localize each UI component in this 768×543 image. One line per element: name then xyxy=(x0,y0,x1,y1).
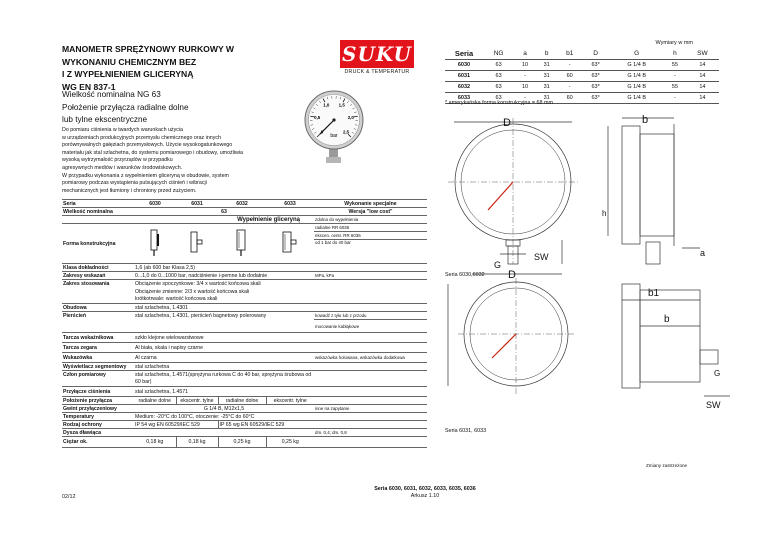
subtitle-line-2: Położenie przyłącza radialne dolne xyxy=(62,102,189,112)
description-line: porównywalnych gałęziach przemysłowych. Użycie wysokogatunkowego xyxy=(62,142,233,149)
spec-value: szkło klejone wielowarstwowe xyxy=(134,333,314,343)
dim-cell: G 1/4 B xyxy=(609,81,664,92)
dim-cell: 14 xyxy=(686,70,719,81)
dim-cell: - xyxy=(514,92,536,103)
spec-label: Ciężar ok. xyxy=(62,437,134,448)
spec-value: stal szlachetna xyxy=(134,363,314,371)
needle xyxy=(492,334,516,358)
dim-cell: 63 xyxy=(483,70,514,81)
dim-cell: 63* xyxy=(582,81,609,92)
gauge-tick-label: 2,0 xyxy=(347,114,354,120)
drawing-side-back xyxy=(622,284,730,396)
dim-cell: - xyxy=(664,70,686,81)
logo-subtitle: DRUCK & TEMPERATUR xyxy=(344,69,410,75)
spec-label: Wskazówka xyxy=(62,353,134,363)
footer-series: Seria 6030, 6031, 6032, 6033, 6035, 6036 xyxy=(374,486,476,492)
spec-protection-row xyxy=(62,421,427,429)
dim-cell: - xyxy=(557,59,582,70)
dim-header: Seria xyxy=(445,48,483,59)
spec-value: stal szlachetna, 1.4571(sprężyna rurkowa C do 40 bar, sprężyna śrubowa od xyxy=(135,371,312,378)
spec-note xyxy=(314,387,427,397)
spec-value: G 1/4 B, M12x1,5 xyxy=(134,405,314,413)
spec-note: inne na zapytanie xyxy=(314,405,427,413)
spec-label: Klasa dokładności xyxy=(62,264,134,272)
dim-cell: 6033 xyxy=(445,92,483,103)
gauge-unit: bar xyxy=(330,133,338,139)
gauge-tick-label: 0,5 xyxy=(314,114,321,120)
dim-cell: 31 xyxy=(536,92,558,103)
dim-cell: G 1/4 B xyxy=(609,59,664,70)
spec-note: od 1 bar do 40 bar xyxy=(314,240,427,264)
dim-header: a xyxy=(514,48,536,59)
spec-row xyxy=(62,387,427,397)
spec-position: radialne dolne xyxy=(218,397,266,405)
dimension-row xyxy=(445,81,719,92)
spec-weight-row xyxy=(62,437,427,448)
spec-value: Obciążenie spoczynkowe: 3/4 x wartość końcowa skali xyxy=(135,280,261,287)
dim-cell: 63 xyxy=(483,92,514,103)
spec-label: Gwint przyłączeniowy xyxy=(62,405,134,413)
spec-note: wskazówka holowana, wskazówka dodatkowa xyxy=(314,353,427,363)
dim-header: NG xyxy=(483,48,514,59)
side-body xyxy=(640,134,674,236)
spec-position: ekscentr. tylne xyxy=(266,397,314,405)
spec-label: Temperatury xyxy=(62,413,134,421)
subtitle xyxy=(62,89,262,127)
label-b: b xyxy=(642,114,649,126)
document-title xyxy=(62,43,262,93)
description-line: Do pomiaru ciśnienia w twardych warunkach użycia xyxy=(62,127,183,133)
description xyxy=(62,127,322,195)
spec-row xyxy=(62,288,427,296)
dim-cell: 60 xyxy=(557,92,582,103)
dim-header: SW xyxy=(686,48,719,59)
spec-label xyxy=(62,320,134,333)
spec-label: Człon pomiarowy xyxy=(63,371,106,378)
spec-weight: 0,25 kg xyxy=(266,437,314,448)
spec-temp-row xyxy=(62,413,427,421)
spec-note: mocowanie kabłąkowe xyxy=(314,320,427,333)
dim-cell: G 1/4 B xyxy=(609,70,664,81)
spec-label: Rodzaj ochrony xyxy=(62,421,134,429)
spec-weight: 0,18 kg xyxy=(134,437,176,448)
form-icon-6031 xyxy=(176,224,218,264)
description-line: agresywnych mediów i warunków środowiskowych. xyxy=(62,164,183,171)
spec-label xyxy=(62,379,134,387)
label-a: a xyxy=(700,248,706,258)
spec-value xyxy=(134,320,314,333)
label-d-2: D xyxy=(508,269,516,281)
spec-note xyxy=(314,333,427,343)
subtitle-line-3: lub tylne ekscentryczne xyxy=(62,115,148,124)
dim-cell: 10 xyxy=(514,81,536,92)
description-line: pomiarowy podczas wystąpienia pulsujących ciśnień i wibracji xyxy=(62,180,207,187)
spec-series: 6030 xyxy=(134,200,176,208)
spec-note xyxy=(314,379,427,387)
dim-cell: 55 xyxy=(664,81,686,92)
dim-cell: - xyxy=(514,70,536,81)
dim-cell: 55 xyxy=(664,59,686,70)
spec-thread-row xyxy=(62,405,427,413)
spec-label xyxy=(62,296,134,304)
spec-note xyxy=(314,296,427,304)
dimension-table xyxy=(445,40,719,104)
dim-cell: 14 xyxy=(686,92,719,103)
spec-note: ekscen. centr. RR 6036 xyxy=(314,232,427,240)
spec-label: Dysza dławiąca xyxy=(62,429,134,437)
dim-cell: - xyxy=(557,81,582,92)
spec-weight: 0,25 kg xyxy=(218,437,266,448)
spec-series: 6032 xyxy=(218,200,266,208)
spec-series: 6031 xyxy=(176,200,218,208)
gauge-tick-label: 2,5 xyxy=(342,129,350,135)
spec-label: Zakres stosowania xyxy=(63,280,110,287)
back-gauge-filled-icon xyxy=(281,228,299,258)
subtitle-line-1: Wielkość nominalna NG 63 xyxy=(62,90,161,99)
spec-position: radialne dolne xyxy=(134,397,176,405)
drawing-side-radial xyxy=(608,118,700,264)
dim-header: D xyxy=(582,48,609,59)
form-icon-6033 xyxy=(266,224,314,264)
spec-label: Wielkość nominalna xyxy=(62,208,134,216)
spec-label: Wyświetlacz segmentowy xyxy=(62,363,134,371)
spec-series-row xyxy=(62,200,427,208)
description-line: wysoką wytrzymałość przyrządów w przypadku xyxy=(62,157,173,164)
spec-row xyxy=(62,312,427,320)
dim-cell: 6032 xyxy=(445,81,483,92)
description-line: materiału jak stal szlachetna, do systemu pomiarowego i obudowy, umożliwia xyxy=(62,149,243,156)
spec-note xyxy=(314,264,427,272)
spec-row xyxy=(62,304,427,312)
spec-value: 0...1,0 do 0...1000 bar, nadciśnienie i-pemne lub dodatnie xyxy=(134,272,314,280)
changes-note: Zmiany zastrzeżone xyxy=(646,463,688,468)
dim-cell: 63* xyxy=(582,92,609,103)
spec-label: Tarcza wskaźnikowa xyxy=(62,333,134,343)
side-connector xyxy=(700,350,718,364)
dim-cell: 63 xyxy=(483,81,514,92)
radial-gauge-icon xyxy=(148,228,162,258)
side-body xyxy=(640,290,700,382)
drawing-front-radial xyxy=(448,118,578,264)
title-line-1: MANOMETR SPRĘŻYNOWY RURKOWY W xyxy=(62,44,235,54)
drawing-front-back xyxy=(448,274,574,394)
needle xyxy=(488,182,513,210)
dim-header: b xyxy=(536,48,558,59)
spec-row xyxy=(62,272,427,280)
spec-note xyxy=(314,288,427,296)
dimension-row xyxy=(445,59,719,70)
spec-row xyxy=(62,280,427,288)
dimension-header-row xyxy=(445,48,719,59)
spec-value: IP 54 wg EN 60529/IEC 529 xyxy=(134,421,218,429)
spec-value: IP 65 wg EN 60529/IEC 529 xyxy=(218,421,314,429)
dim-cell: 6031 xyxy=(445,70,483,81)
label-h: h xyxy=(602,209,607,218)
spec-glycerin-label: Wypełnienie gliceryną xyxy=(134,216,314,224)
spec-value: 1,6 (ab 600 bar Klasa 2,5) xyxy=(134,264,314,272)
spec-row xyxy=(62,296,427,304)
spec-note xyxy=(314,280,427,288)
spec-position: ekscentr. tylne xyxy=(176,397,218,405)
spec-label: Forma konstrukcyjna xyxy=(62,224,134,264)
spec-series-label: Seria xyxy=(62,200,134,208)
spec-value: stal szlachetna, 1.4301 xyxy=(134,304,314,312)
spec-row xyxy=(62,353,427,363)
spec-value: Al czarna xyxy=(134,353,314,363)
gauge-tick-label: 1,5 xyxy=(338,102,345,108)
gauge-hub xyxy=(332,118,335,121)
spec-value: krótkotrwale: wartość końcowa skali xyxy=(134,296,314,304)
document-date: 02/12 xyxy=(62,494,76,500)
spec-note xyxy=(314,371,427,379)
back-gauge-icon xyxy=(189,228,205,258)
spec-row xyxy=(62,333,427,343)
spec-row xyxy=(62,343,427,353)
suku-logo xyxy=(340,40,414,78)
gauge-hex xyxy=(326,157,341,163)
dim-cell: G 1/4 B xyxy=(609,92,664,103)
spec-row xyxy=(62,363,427,371)
description-line: w urządzeniach produkcyjnych przemysłu chemicznego oraz innych xyxy=(62,134,221,141)
title-line-3: I Z WYPEŁNIENIEM GLICERYNĄ xyxy=(62,69,194,79)
label-b1: b1 xyxy=(648,288,660,299)
form-icon-6032 xyxy=(218,224,266,264)
spec-label: Zakresy wskazań xyxy=(62,272,134,280)
description-line: mechanicznych jest tłumiony i chroniony przed zużyciem. xyxy=(62,187,197,194)
label-sw: SW xyxy=(534,252,549,262)
title-line-2: WYKONANIU CHEMICZNYM BEZ xyxy=(62,56,197,67)
spec-value: Obciążenie zmienne: 2/3 x wartość końcowa skali xyxy=(135,288,250,295)
dim-cell: 60 xyxy=(557,70,582,81)
dimension-row xyxy=(445,70,719,81)
spec-version-label: Wersja "low cost" xyxy=(314,208,427,216)
spec-row xyxy=(62,371,427,379)
form-icon-6030 xyxy=(134,224,176,264)
spec-glycerin-row xyxy=(62,216,427,224)
spec-nominal-row xyxy=(62,208,427,216)
dim-cell: 14 xyxy=(686,59,719,70)
title-line-4: WG EN 837-1 xyxy=(62,81,116,92)
spec-label: Pierścień xyxy=(63,312,87,319)
spec-value: Al biała, skala i napisy czarne xyxy=(134,343,314,353)
label-b-2: b xyxy=(664,314,670,325)
dim-header: G xyxy=(609,48,664,59)
spec-value: Medium: -20°C do 100°C, otoczenie: -25°C do 60°C xyxy=(134,413,314,421)
description-line: W przypadku wykonania z wypełnieniem gliceryną w obudowie, system xyxy=(62,172,229,179)
label-d: D xyxy=(503,117,511,129)
spec-nominal-value: 63 xyxy=(134,208,314,216)
dim-cell: 63 xyxy=(483,59,514,70)
side-connector xyxy=(646,242,660,264)
footer xyxy=(300,486,550,500)
dim-cell: 14 xyxy=(686,81,719,92)
spec-value: 60 bar) xyxy=(134,379,314,387)
spec-form-row xyxy=(62,224,427,232)
spec-note: MPa, kPa xyxy=(314,272,427,280)
spec-value: stal szlachetna, 1.4571 xyxy=(134,387,314,397)
spec-note: zdolna do wypełnienia xyxy=(314,216,427,224)
spec-row xyxy=(62,320,427,333)
spec-special-header: Wykonanie specjalne xyxy=(314,200,427,208)
dim-header: b1 xyxy=(557,48,582,59)
gauge-tick-label: 1,0 xyxy=(323,102,330,108)
spec-label xyxy=(62,288,134,296)
caption-series-6031-6033: Seria 6031, 6033 xyxy=(445,428,487,434)
technical-drawings xyxy=(442,114,732,434)
label-g-2: G xyxy=(714,369,721,378)
spec-label: Przyłącze ciśnienia xyxy=(62,387,134,397)
spec-series: 6033 xyxy=(266,200,314,208)
spec-note xyxy=(314,343,427,353)
spec-note: kowadź z tyłu lub z przodu xyxy=(314,312,427,320)
side-case xyxy=(622,284,640,388)
spec-nozzle-row xyxy=(62,429,427,437)
caption-series-6030-6032: Seria 6030,6032 xyxy=(445,272,485,278)
spec-note: radialne RR 6035 xyxy=(314,224,427,232)
side-case xyxy=(622,126,640,244)
dimension-caption: Wymiary w mm xyxy=(655,40,693,46)
spec-label: Tarcza zegara xyxy=(62,343,134,353)
spec-note: dm. 0,4; dm. 0,8 xyxy=(314,429,427,437)
spec-row xyxy=(62,379,427,387)
spec-row xyxy=(62,264,427,272)
label-sw-2: SW xyxy=(706,400,721,410)
spec-position-row xyxy=(62,397,427,405)
spec-note xyxy=(314,304,427,312)
dim-cell: 6030 xyxy=(445,59,483,70)
dimension-note: * amerykańska forma konstrukcyjna = 68 mm xyxy=(445,100,554,106)
spec-weight: 0,18 kg xyxy=(176,437,218,448)
dim-cell: 63* xyxy=(582,70,609,81)
spec-value: stal szlachetna, 1.4301, pierścień bagnetowy polerowany xyxy=(135,312,267,319)
radial-gauge-filled-icon xyxy=(234,228,250,258)
dim-cell: 10 xyxy=(514,59,536,70)
dim-cell: 63* xyxy=(582,59,609,70)
dim-cell: 31 xyxy=(536,81,558,92)
spec-table xyxy=(62,199,427,448)
logo-text: SUKU xyxy=(342,42,412,66)
footer-sheet: Arkusz 1.10 xyxy=(410,493,440,499)
spec-note xyxy=(314,363,427,371)
dim-cell: 31 xyxy=(536,70,558,81)
dim-cell: 31 xyxy=(536,59,558,70)
label-g: G xyxy=(494,260,502,270)
dim-header: h xyxy=(664,48,686,59)
dim-cell: - xyxy=(664,92,686,103)
spec-label: Położenie przyłącza xyxy=(62,397,134,405)
spec-label: Obudowa xyxy=(62,304,134,312)
